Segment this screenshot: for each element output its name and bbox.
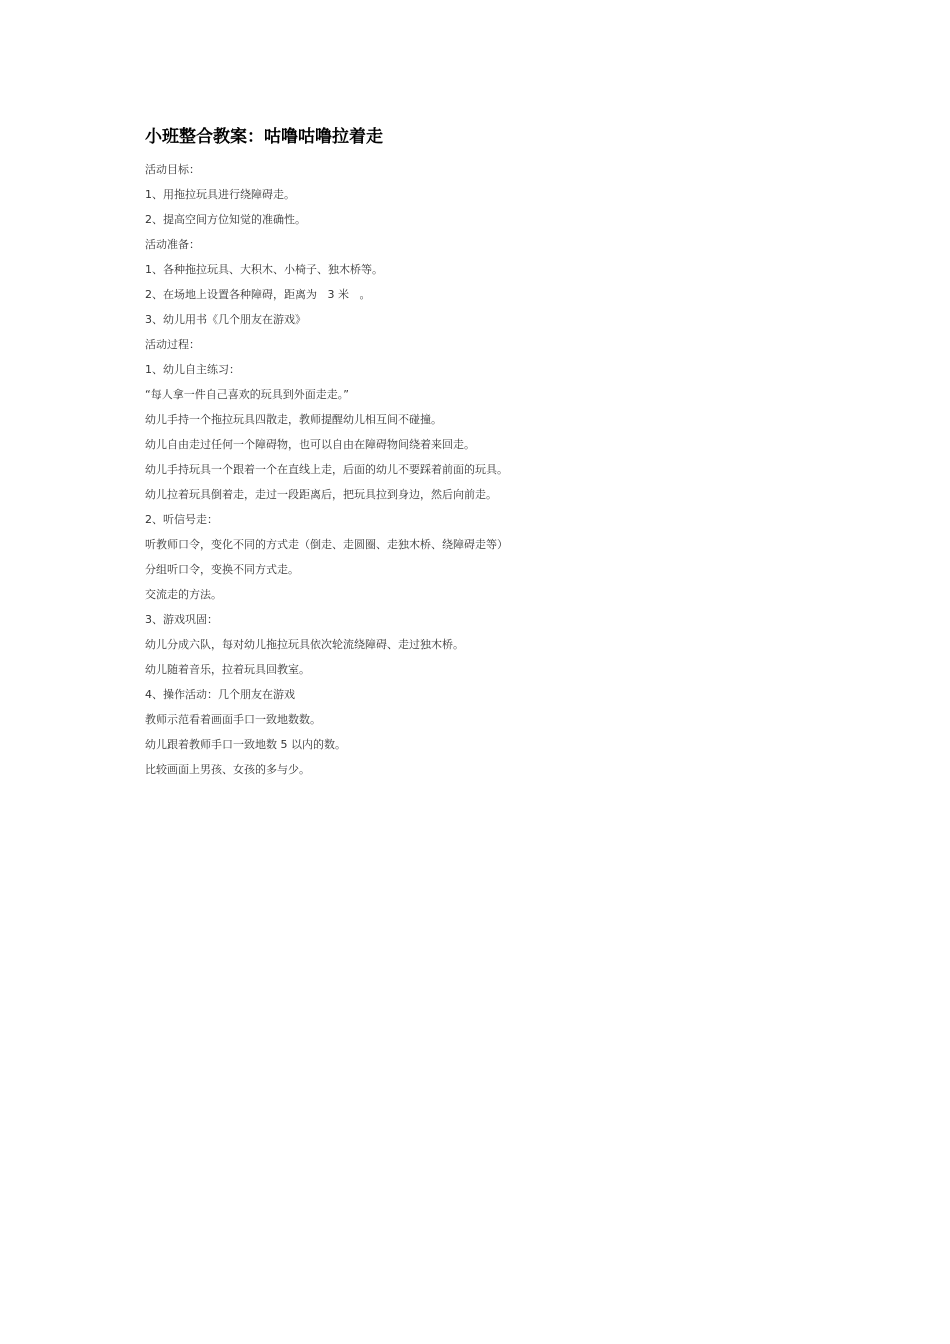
document-title: 小班整合教案：咕噜咕噜拉着走 (145, 127, 383, 147)
process-step-1-heading: 1、幼儿自主练习： (145, 363, 240, 376)
process-line: 交流走的方法。 (145, 588, 222, 601)
process-step-3-heading: 3、游戏巩固： (145, 613, 218, 626)
process-line: 幼儿拉着玩具倒着走，走过一段距离后，把玩具拉到身边，然后向前走。 (145, 488, 497, 501)
process-line: 分组听口令，变换不同方式走。 (145, 563, 299, 576)
process-line: 幼儿手持一个拖拉玩具四散走，教师提醒幼儿相互间不碰撞。 (145, 413, 442, 426)
section-heading-preparation: 活动准备： (145, 238, 200, 251)
process-line: 幼儿跟着教师手口一致地数 5 以内的数。 (145, 738, 346, 751)
document-page (145, 124, 845, 788)
process-step-4-heading: 4、操作活动：几个朋友在游戏 (145, 688, 295, 701)
process-line: 教师示范看着画面手口一致地数数。 (145, 713, 321, 726)
process-line: 比较画面上男孩、女孩的多与少。 (145, 763, 310, 776)
process-line: 幼儿随着音乐，拉着玩具回教室。 (145, 663, 310, 676)
process-line: “每人拿一件自己喜欢的玩具到外面走走。” (145, 388, 349, 401)
process-line: 幼儿自由走过任何一个障碍物，也可以自由在障碍物间绕着来回走。 (145, 438, 475, 451)
process-line: 幼儿手持玩具一个跟着一个在直线上走，后面的幼儿不要踩着前面的玩具。 (145, 463, 508, 476)
preparation-item-2: 2、在场地上设置各种障碍，距离为 3 米 。 (145, 288, 371, 301)
section-heading-process: 活动过程： (145, 338, 200, 351)
process-line: 幼儿分成六队，每对幼儿拖拉玩具依次轮流绕障碍、走过独木桥。 (145, 638, 464, 651)
section-heading-goals: 活动目标： (145, 163, 200, 176)
goal-item-2: 2、提高空间方位知觉的准确性。 (145, 213, 306, 226)
preparation-item-1: 1、各种拖拉玩具、大积木、小椅子、独木桥等。 (145, 263, 383, 276)
process-line: 听教师口令，变化不同的方式走（倒走、走圆圈、走独木桥、绕障碍走等） (145, 538, 508, 551)
preparation-item-3: 3、幼儿用书《几个朋友在游戏》 (145, 313, 306, 326)
goal-item-1: 1、用拖拉玩具进行绕障碍走。 (145, 188, 295, 201)
process-step-2-heading: 2、听信号走： (145, 513, 218, 526)
